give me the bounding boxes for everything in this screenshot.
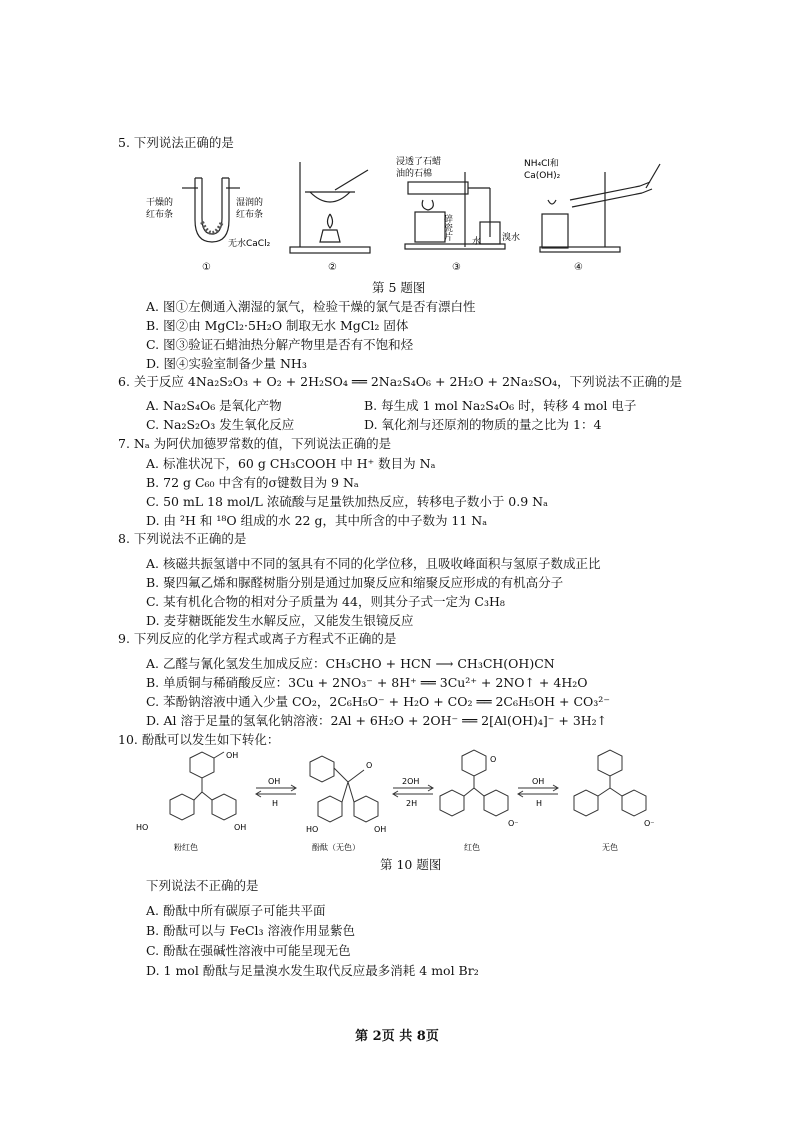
q9-option-d: D. Al 溶于足量的氢氧化钠溶液：2Al + 6H₂O + 2OH⁻ ══ 2[Al(OH)₄]⁻ + 3H₂↑ bbox=[146, 713, 608, 728]
q10-caption: 第 10 题图 bbox=[380, 857, 442, 872]
nh4cl-label-1: NH₄Cl和 bbox=[524, 159, 559, 169]
paraffin-label-2: 油的石棉 bbox=[396, 169, 433, 179]
dry-cloth-label: 干燥的 bbox=[146, 198, 174, 208]
q7-option-a: A. 标准状况下，60 g CH₃COOH 中 H⁺ 数目为 Nₐ bbox=[146, 456, 436, 471]
bromine-water-label: 溴水 bbox=[502, 233, 521, 243]
q5-option-d: D. 图④实验室制备少量 NH₃ bbox=[146, 356, 307, 371]
arrow-label-h-2: H bbox=[536, 799, 543, 808]
label-ho-2: HO bbox=[306, 825, 319, 834]
q6-option-b: B. 每生成 1 mol Na₂S₄O₆ 时，转移 4 mol 电子 bbox=[364, 398, 637, 413]
name-phenolphthalein: 酚酞（无色） bbox=[312, 843, 360, 852]
fig-number-1: ① bbox=[202, 262, 211, 273]
q5-caption: 第 5 题图 bbox=[372, 280, 426, 295]
q9-stem: 9. 下列反应的化学方程式或离子方程式不正确的是 bbox=[118, 631, 397, 646]
q6-option-c: C. Na₂S₂O₃ 发生氧化反应 bbox=[146, 417, 295, 432]
q9-option-b: B. 单质铜与稀硝酸反应：3Cu + 2NO₃⁻ + 8H⁺ ══ 3Cu²⁺ + 2NO↑ + 4H₂O bbox=[146, 675, 588, 690]
q9-option-a: A. 乙醛与氰化氢发生加成反应：CH₃CHO + HCN ⟶ CH₃CH(OH)CN bbox=[146, 656, 555, 671]
water-label: 水 bbox=[472, 237, 482, 247]
arrow-label-oh: OH bbox=[268, 777, 281, 786]
q6-option-d: D. 氧化剂与还原剂的物质的量之比为 1：4 bbox=[364, 417, 602, 432]
dry-cloth-label-2: 红布条 bbox=[146, 210, 174, 220]
q5-apparatus-figure bbox=[140, 152, 680, 274]
label-oh-mid: OH bbox=[374, 825, 387, 834]
equilibrium-arrow-1 bbox=[256, 785, 296, 797]
q5-option-c: C. 图③验证石蜡油热分解产物里是否有不饱和烃 bbox=[146, 337, 414, 352]
u-tube-apparatus bbox=[182, 178, 240, 242]
name-pink: 粉红色 bbox=[174, 843, 198, 852]
label-ho-left: HO bbox=[136, 823, 149, 832]
nh4cl-label-2: Ca(OH)₂ bbox=[524, 171, 561, 181]
equilibrium-arrow-3 bbox=[518, 785, 558, 797]
structure-pink bbox=[170, 751, 239, 820]
fig-number-3: ③ bbox=[452, 262, 461, 273]
arrow-label-h: H bbox=[272, 799, 279, 808]
q5-option-b: B. 图②由 MgCl₂·5H₂O 制取无水 MgCl₂ 固体 bbox=[146, 318, 409, 333]
wet-cloth-label: 湿润的 bbox=[236, 198, 264, 208]
q10-option-b: B. 酚酞可以与 FeCl₃ 溶液作用显紫色 bbox=[146, 923, 356, 938]
q7-option-c: C. 50 mL 18 mol/L 浓硫酸与足量铁加热反应，转移电子数小于 0.9 Nₐ bbox=[146, 494, 548, 509]
name-colorless: 无色 bbox=[602, 843, 618, 852]
q8-option-b: B. 聚四氟乙烯和脲醛树脂分别是通过加聚反应和缩聚反应形成的有机高分子 bbox=[146, 575, 564, 590]
arrow-label-2h: 2H bbox=[406, 799, 418, 808]
cacl2-label: 无水CaCl₂ bbox=[228, 239, 271, 249]
evaporating-dish-apparatus bbox=[290, 162, 370, 253]
equilibrium-arrow-2 bbox=[393, 785, 433, 797]
paraffin-cracking-apparatus bbox=[405, 172, 505, 249]
q7-stem: 7. Nₐ 为阿伏加德罗常数的值，下列说法正确的是 bbox=[118, 436, 392, 451]
q7-option-d: D. 由 ²H 和 ¹⁸O 组成的水 22 g，其中所含的中子数为 11 Nₐ bbox=[146, 513, 488, 528]
structure-colorless bbox=[574, 750, 646, 816]
q8-option-a: A. 核磁共振氢谱中不同的氢具有不同的化学位移，且吸收峰面积与氢原子数成正比 bbox=[146, 556, 601, 571]
q8-option-c: C. 某有机化合物的相对分子质量为 44，则其分子式一定为 C₃H₈ bbox=[146, 594, 505, 609]
label-o-2: O bbox=[490, 755, 497, 764]
label-oh-top: OH bbox=[226, 751, 239, 760]
fig-number-4: ④ bbox=[574, 262, 583, 273]
q10-option-a: A. 酚酞中所有碳原子可能共平面 bbox=[146, 903, 326, 918]
q10-option-c: C. 酚酞在强碱性溶液中可能呈现无色 bbox=[146, 943, 351, 958]
name-red: 红色 bbox=[464, 843, 480, 852]
q5-stem: 5. 下列说法正确的是 bbox=[118, 135, 234, 150]
porcelain-label: 碎瓷片 bbox=[442, 214, 452, 241]
wet-cloth-label-2: 红布条 bbox=[236, 210, 264, 220]
paraffin-label-1: 浸透了石蜡 bbox=[396, 157, 442, 167]
q8-option-d: D. 麦芽糖既能发生水解反应，又能发生银镜反应 bbox=[146, 613, 414, 628]
q6-stem: 6. 关于反应 4Na₂S₂O₃ + O₂ + 2H₂SO₄ ══ 2Na₂S₄O₆ + 2H₂O + 2Na₂SO₄，下列说法不正确的是 bbox=[118, 374, 683, 389]
label-oh-right: OH bbox=[234, 823, 247, 832]
q8-stem: 8. 下列说法不正确的是 bbox=[118, 531, 247, 546]
structure-red bbox=[440, 750, 508, 816]
q10-stem: 10. 酚酞可以发生如下转化： bbox=[118, 732, 280, 747]
arrow-label-2oh: 2OH bbox=[402, 777, 420, 786]
q6-option-a: A. Na₂S₄O₆ 是氧化产物 bbox=[146, 398, 282, 413]
label-o-minus-2: O⁻ bbox=[644, 819, 655, 828]
page-footer: 第 2页 共 8页 bbox=[355, 1029, 439, 1044]
label-o: O bbox=[366, 761, 373, 770]
q7-option-b: B. 72 g C₆₀ 中含有的σ键数目为 9 Nₐ bbox=[146, 475, 359, 490]
fig-number-2: ② bbox=[328, 262, 337, 273]
q9-option-c: C. 苯酚钠溶液中通入少量 CO₂，2C₆H₅O⁻ + H₂O + CO₂ ══ 2C₆H₅OH + CO₃²⁻ bbox=[146, 694, 610, 709]
q10-sub-stem: 下列说法不正确的是 bbox=[146, 878, 259, 893]
arrow-label-oh-2: OH bbox=[532, 777, 545, 786]
label-o-minus: O⁻ bbox=[508, 819, 519, 828]
q5-option-a: A. 图①左侧通入潮湿的氯气，检验干燥的氯气是否有漂白性 bbox=[146, 299, 476, 314]
q10-phenolphthalein-figure bbox=[128, 748, 668, 856]
q10-option-d: D. 1 mol 酚酞与足量溴水发生取代反应最多消耗 4 mol Br₂ bbox=[146, 963, 479, 978]
